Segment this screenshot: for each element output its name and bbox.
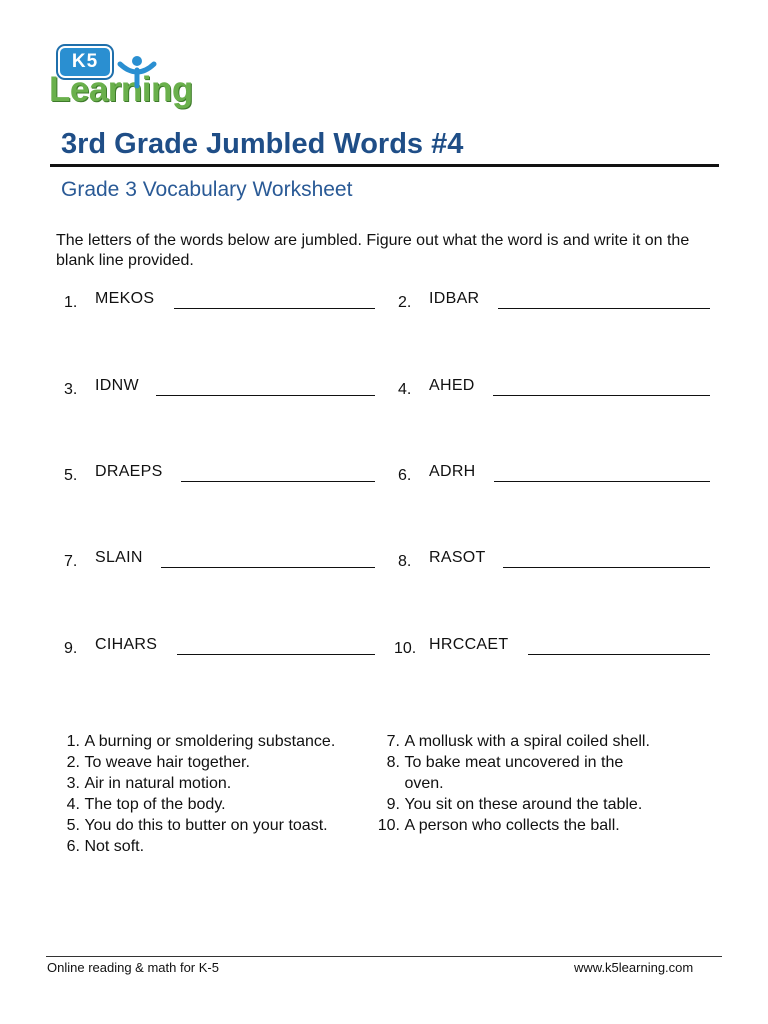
jumbled-word: ADRH — [429, 463, 476, 480]
puzzle-number: 10. — [394, 640, 417, 657]
jumbled-word: DRAEPS — [95, 463, 163, 480]
clue-number: 10. — [377, 817, 400, 834]
answer-line[interactable] — [503, 567, 710, 568]
clue-item — [60, 731, 335, 752]
puzzle-number: 5. — [64, 467, 78, 484]
clue-number: 8. — [386, 754, 400, 771]
puzzle-item — [394, 636, 710, 662]
clues-right-column — [372, 731, 650, 836]
jumbled-word: SLAIN — [95, 549, 143, 566]
clue-text: A person who collects the ball. — [404, 817, 620, 834]
puzzle-item — [64, 636, 376, 662]
clues-left-column — [60, 731, 335, 857]
answer-line[interactable] — [177, 654, 375, 655]
clue-text-line: oven. — [404, 775, 444, 792]
clue-number: 9. — [386, 796, 400, 813]
page-subtitle: Grade 3 Vocabulary Worksheet — [61, 178, 353, 201]
answer-line[interactable] — [161, 567, 375, 568]
clue-text: A mollusk with a spiral coiled shell. — [404, 733, 650, 750]
clue-number: 5. — [66, 817, 80, 834]
k5-learning-logo — [46, 42, 191, 114]
clue-number: 1. — [66, 733, 80, 750]
clue-number: 7. — [386, 733, 400, 750]
clue-text: A burning or smoldering substance. — [84, 733, 336, 750]
clue-number: 2. — [66, 754, 80, 771]
clue-item — [60, 794, 335, 815]
puzzle-item — [398, 290, 710, 316]
clue-item — [372, 731, 650, 752]
answer-line[interactable] — [528, 654, 710, 655]
puzzle-number: 3. — [64, 381, 78, 398]
clue-text: The top of the body. — [84, 796, 226, 813]
clue-item — [60, 836, 335, 857]
clue-number: 6. — [66, 838, 80, 855]
clue-text-line: To bake meat uncovered in the — [404, 754, 624, 771]
puzzle-number: 6. — [398, 467, 412, 484]
clue-item — [60, 752, 335, 773]
clue-text: You do this to butter on your toast. — [84, 817, 328, 834]
puzzle-item — [398, 463, 710, 489]
puzzle-item — [64, 549, 376, 575]
jumbled-word: MEKOS — [95, 290, 155, 307]
answer-line[interactable] — [156, 395, 375, 396]
puzzle-item — [64, 290, 376, 316]
logo-person-icon — [116, 52, 158, 92]
footer-tagline: Online reading & math for K-5 — [47, 960, 219, 975]
clue-item — [372, 815, 650, 836]
jumbled-word: IDNW — [95, 377, 139, 394]
answer-line[interactable] — [174, 308, 375, 309]
jumbled-word: HRCCAET — [429, 636, 509, 653]
puzzle-number: 7. — [64, 553, 78, 570]
answer-line[interactable] — [494, 481, 710, 482]
clue-text: Not soft. — [84, 838, 145, 855]
puzzle-number: 2. — [398, 294, 412, 311]
instructions: The letters of the words below are jumbled. Figure out what the word is and write it on the blank line provided. — [56, 232, 690, 269]
clue-item — [60, 815, 335, 836]
jumbled-word: IDBAR — [429, 290, 480, 307]
logo-wordmark: Learning — [49, 70, 193, 109]
clue-text: Air in natural motion. — [84, 775, 232, 792]
clue-text: To weave hair together. — [84, 754, 250, 771]
puzzle-item — [398, 549, 710, 575]
footer-divider — [46, 956, 722, 957]
puzzle-item — [64, 463, 376, 489]
clue-item — [372, 752, 650, 794]
puzzle-item — [398, 377, 710, 403]
answer-line[interactable] — [498, 308, 710, 309]
puzzle-item — [64, 377, 376, 403]
puzzle-number: 9. — [64, 640, 78, 657]
clue-text — [404, 752, 623, 794]
clue-number: 3. — [66, 775, 80, 792]
puzzle-number: 8. — [398, 553, 412, 570]
jumbled-word: CIHARS — [95, 636, 158, 653]
clue-item — [60, 773, 335, 794]
logo-badge: K5 — [58, 46, 112, 78]
puzzle-number: 4. — [398, 381, 412, 398]
answer-line[interactable] — [181, 481, 375, 482]
footer-website-link[interactable]: www.k5learning.com — [574, 960, 694, 975]
page-title: 3rd Grade Jumbled Words #4 — [61, 128, 464, 160]
clue-item — [372, 794, 650, 815]
title-divider — [50, 164, 719, 167]
puzzle-number: 1. — [64, 294, 78, 311]
answer-line[interactable] — [493, 395, 710, 396]
clue-number: 4. — [66, 796, 80, 813]
clue-text: You sit on these around the table. — [404, 796, 643, 813]
jumbled-word: RASOT — [429, 549, 486, 566]
jumbled-word: AHED — [429, 377, 475, 394]
